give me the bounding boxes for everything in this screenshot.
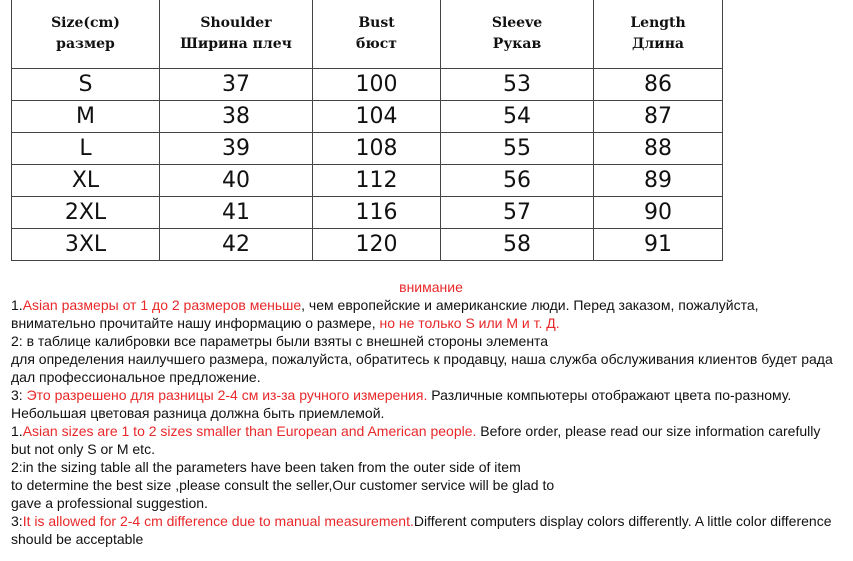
table-cell: 100 bbox=[313, 69, 441, 101]
note-line bbox=[11, 368, 851, 386]
table-cell: 91 bbox=[594, 229, 723, 261]
note-text: 3: bbox=[11, 387, 27, 403]
note-highlight: Это разрешено для разницы 2-4 см из-за ручного измерения. bbox=[26, 387, 428, 403]
note-line bbox=[11, 314, 851, 332]
note-text: Before order, please read our size information carefully bbox=[476, 423, 821, 439]
header-shoulder: Shoulder Ширина плеч bbox=[160, 0, 313, 69]
table-cell: 86 bbox=[594, 69, 723, 101]
note-line bbox=[11, 422, 851, 440]
table-cell: 54 bbox=[441, 101, 594, 133]
table-row bbox=[12, 229, 723, 261]
note-text: Небольшая цветовая разница должна быть приемлемой. bbox=[11, 405, 385, 421]
table-header-row bbox=[12, 0, 723, 69]
note-highlight: но не только S или M и т. Д. bbox=[379, 315, 560, 331]
table-cell: 88 bbox=[594, 133, 723, 165]
table-cell: 58 bbox=[441, 229, 594, 261]
table-cell: 108 bbox=[313, 133, 441, 165]
table-cell: S bbox=[12, 69, 160, 101]
note-highlight: It is allowed for 2-4 cm difference due to manual measurement. bbox=[22, 513, 414, 529]
table-cell: M bbox=[12, 101, 160, 133]
table-cell: 3XL bbox=[12, 229, 160, 261]
header-size: Size(cm) размер bbox=[12, 0, 160, 69]
note-text: Различные компьютеры отображают цвета по-разному. bbox=[427, 387, 792, 403]
size-notes bbox=[11, 278, 851, 548]
table-row bbox=[12, 101, 723, 133]
note-line bbox=[11, 494, 851, 512]
note-text: 3: bbox=[11, 513, 23, 529]
table-cell: 40 bbox=[160, 165, 313, 197]
table-cell: XL bbox=[12, 165, 160, 197]
note-text: 1. bbox=[11, 423, 23, 439]
note-text: внимательно прочитайте нашу информацию о размере, bbox=[11, 315, 380, 331]
note-line bbox=[11, 476, 851, 494]
table-cell: L bbox=[12, 133, 160, 165]
note-line bbox=[11, 530, 851, 548]
note-line bbox=[11, 458, 851, 476]
table-cell: 39 bbox=[160, 133, 313, 165]
table-row bbox=[12, 69, 723, 101]
table-row bbox=[12, 165, 723, 197]
note-line bbox=[11, 350, 851, 368]
note-text: to determine the best size ,please consult the seller,Our customer service will be glad to bbox=[11, 477, 555, 493]
table-cell: 2XL bbox=[12, 197, 160, 229]
note-text: 1. bbox=[11, 297, 23, 313]
note-line bbox=[11, 404, 851, 422]
table-row bbox=[12, 197, 723, 229]
table-cell: 89 bbox=[594, 165, 723, 197]
note-text: but not only S or M etc. bbox=[11, 441, 155, 457]
note-line bbox=[11, 386, 851, 404]
note-text: , чем европейские и американские люди. Перед заказом, пожалуйста, bbox=[301, 297, 759, 313]
note-line bbox=[11, 296, 851, 314]
table-cell: 38 bbox=[160, 101, 313, 133]
note-text: 2: в таблице калибровки все параметры были взяты с внешней стороны элемента bbox=[11, 333, 549, 349]
table-cell: 87 bbox=[594, 101, 723, 133]
note-text: should be acceptable bbox=[11, 531, 144, 547]
header-length: Length Длина bbox=[594, 0, 723, 69]
table-cell: 120 bbox=[313, 229, 441, 261]
table-cell: 57 bbox=[441, 197, 594, 229]
notes-title: внимание bbox=[399, 279, 463, 295]
note-highlight: Asian размеры от 1 до 2 размеров меньше bbox=[22, 297, 302, 313]
note-line bbox=[11, 512, 851, 530]
table-cell: 112 bbox=[313, 165, 441, 197]
table-cell: 37 bbox=[160, 69, 313, 101]
table-cell: 56 bbox=[441, 165, 594, 197]
table-cell: 55 bbox=[441, 133, 594, 165]
header-sleeve: Sleeve Рукав bbox=[441, 0, 594, 69]
size-chart-table bbox=[11, 0, 723, 261]
header-bust: Bust бюст bbox=[313, 0, 441, 69]
note-line bbox=[11, 440, 851, 458]
table-row bbox=[12, 133, 723, 165]
note-text: дал профессиональное предложение. bbox=[11, 369, 261, 385]
table-cell: 116 bbox=[313, 197, 441, 229]
note-text: Different computers display colors differently. A little color difference bbox=[413, 513, 832, 529]
table-cell: 90 bbox=[594, 197, 723, 229]
note-highlight: Asian sizes are 1 to 2 sizes smaller than European and American people. bbox=[22, 423, 477, 439]
table-cell: 41 bbox=[160, 197, 313, 229]
note-text: 2:in the sizing table all the parameters have been taken from the outer side of item bbox=[11, 459, 521, 475]
note-text: gave a professional suggestion. bbox=[11, 495, 208, 511]
table-cell: 104 bbox=[313, 101, 441, 133]
table-cell: 42 bbox=[160, 229, 313, 261]
note-line bbox=[11, 332, 851, 350]
note-text: для определения наилучшего размера, пожалуйста, обратитесь к продавцу, наша служба обслуживания клиентов будет рада bbox=[11, 351, 833, 367]
table-cell: 53 bbox=[441, 69, 594, 101]
